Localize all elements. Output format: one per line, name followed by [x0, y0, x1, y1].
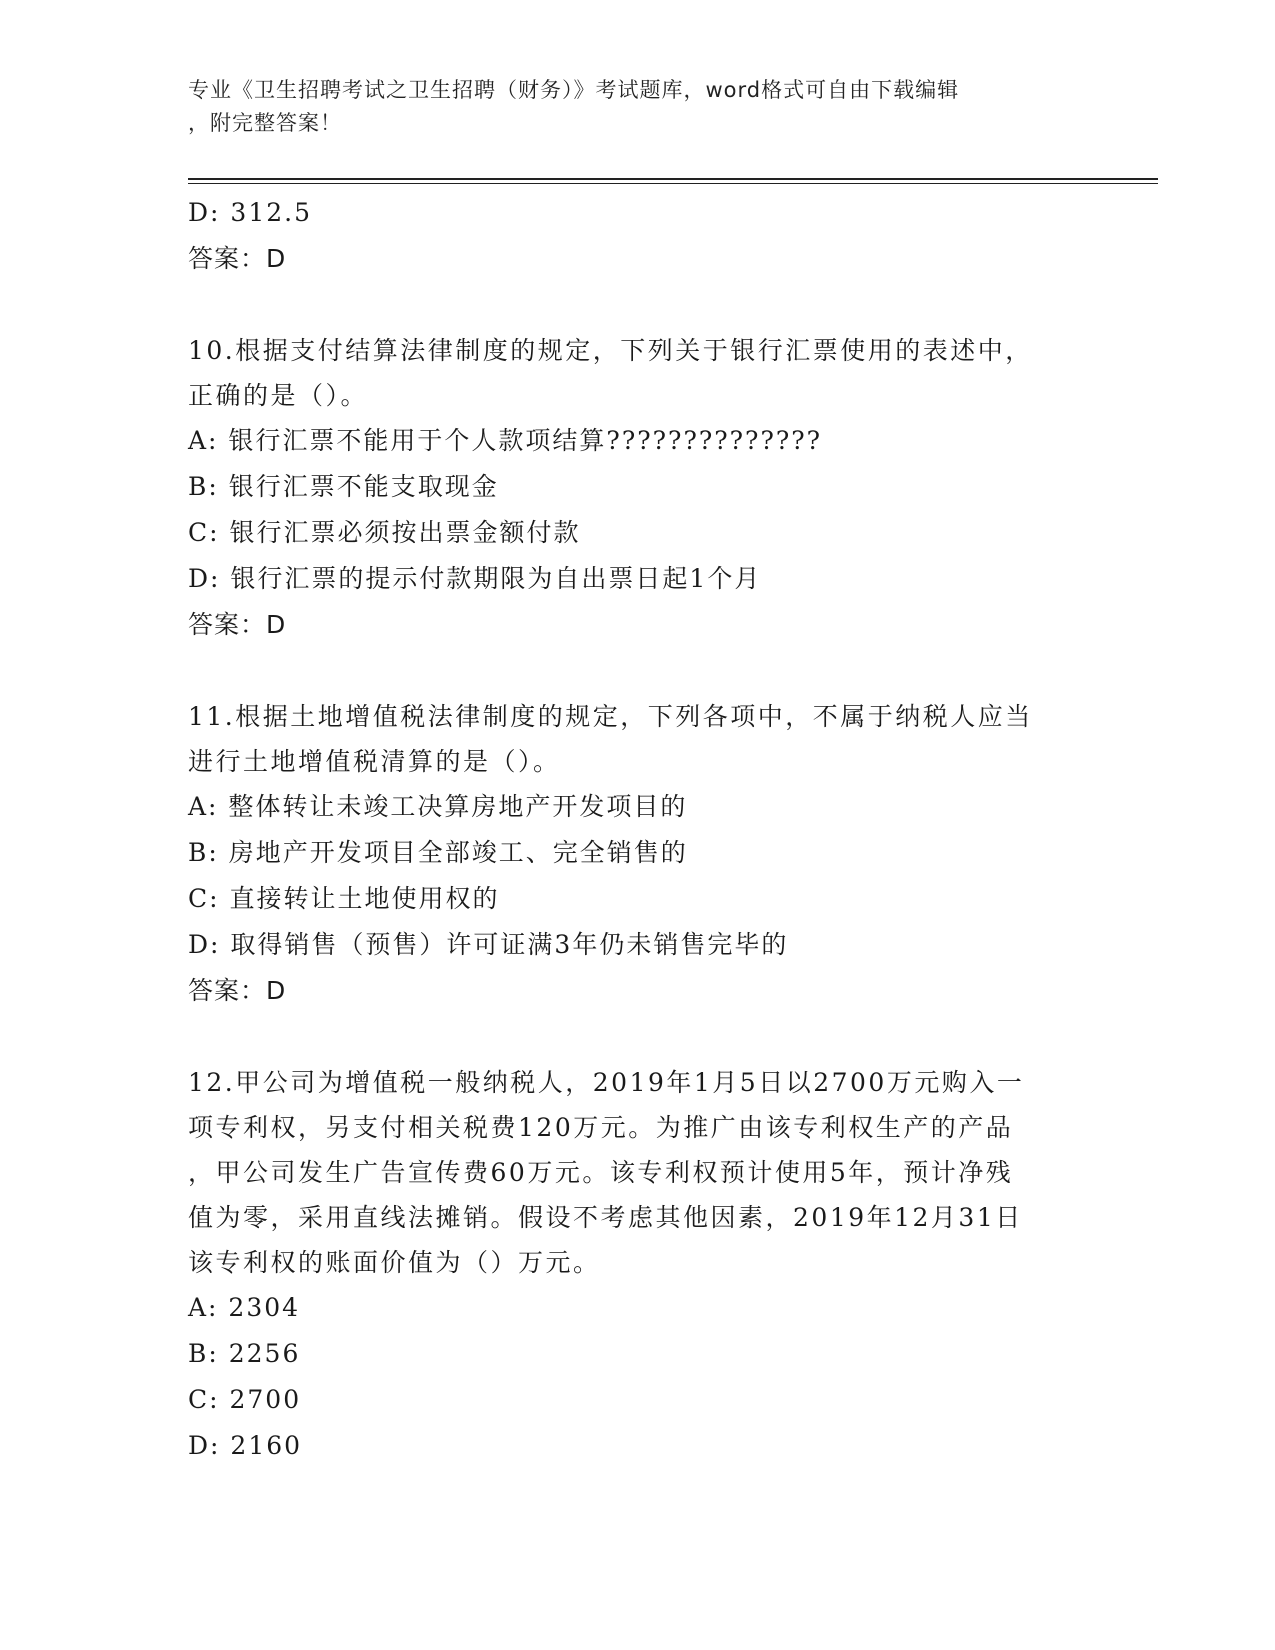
option-b: B: 银行汇票不能支取现金: [188, 472, 499, 501]
question-stem: [188, 328, 1088, 418]
stem-line: 值为零，采用直线法摊销。假设不考虑其他因素，2019年12月31日: [188, 1203, 1023, 1232]
document-header: [188, 74, 1068, 140]
option-a: A: 整体转让未竣工决算房地产开发项目的: [188, 792, 688, 821]
stem-line: 10.根据支付结算法律制度的规定，下列关于银行汇票使用的表述中，: [188, 336, 1033, 365]
prev-answer: 答案：D: [188, 244, 287, 273]
question-content: [188, 190, 1088, 1469]
stem-line: 项专利权，另支付相关税费120万元。为推广由该专利权生产的产品: [188, 1113, 1014, 1142]
stem-line: 进行土地增值税清算的是（）。: [188, 747, 561, 776]
option-a: A: 2304: [188, 1293, 301, 1322]
header-line-1: 专业《卫生招聘考试之卫生招聘（财务）》考试题库，word格式可自由下载编辑: [188, 78, 960, 102]
stem-line: 正确的是（）。: [188, 381, 369, 410]
answer: 答案：D: [188, 976, 287, 1005]
question-stem: [188, 694, 1088, 784]
option-a: A: 银行汇票不能用于个人款项结算??????????????: [188, 426, 823, 455]
question-12: [188, 1060, 1088, 1469]
answer: 答案：D: [188, 610, 287, 639]
stem-line: ，甲公司发生广告宣传费60万元。该专利权预计使用5年，预计净残: [188, 1158, 1014, 1187]
option-d: D: 2160: [188, 1431, 303, 1460]
option-c: C: 2700: [188, 1385, 302, 1414]
option-c: C: 银行汇票必须按出票金额付款: [188, 518, 581, 547]
question-10: [188, 328, 1088, 648]
option-d: D: 银行汇票的提示付款期限为自出票日起1个月: [188, 564, 762, 593]
header-divider-thick: [188, 178, 1158, 180]
stem-line: 12.甲公司为增值税一般纳税人，2019年1月5日以2700万元购入一: [188, 1068, 1025, 1097]
option-b: B: 2256: [188, 1339, 301, 1368]
question-11: [188, 694, 1088, 1014]
option-b: B: 房地产开发项目全部竣工、完全销售的: [188, 838, 688, 867]
option-c: C: 直接转让土地使用权的: [188, 884, 500, 913]
header-divider-thin: [188, 183, 1158, 184]
header-line-2: ，附完整答案！: [188, 111, 342, 135]
stem-line: 该专利权的账面价值为（）万元。: [188, 1248, 601, 1277]
option-d: D: 取得销售（预售）许可证满3年仍未销售完毕的: [188, 930, 789, 959]
question-stem: [188, 1060, 1088, 1285]
prev-option-d: D: 312.5: [188, 198, 312, 227]
stem-line: 11.根据土地增值税法律制度的规定，下列各项中，不属于纳税人应当: [188, 702, 1033, 731]
